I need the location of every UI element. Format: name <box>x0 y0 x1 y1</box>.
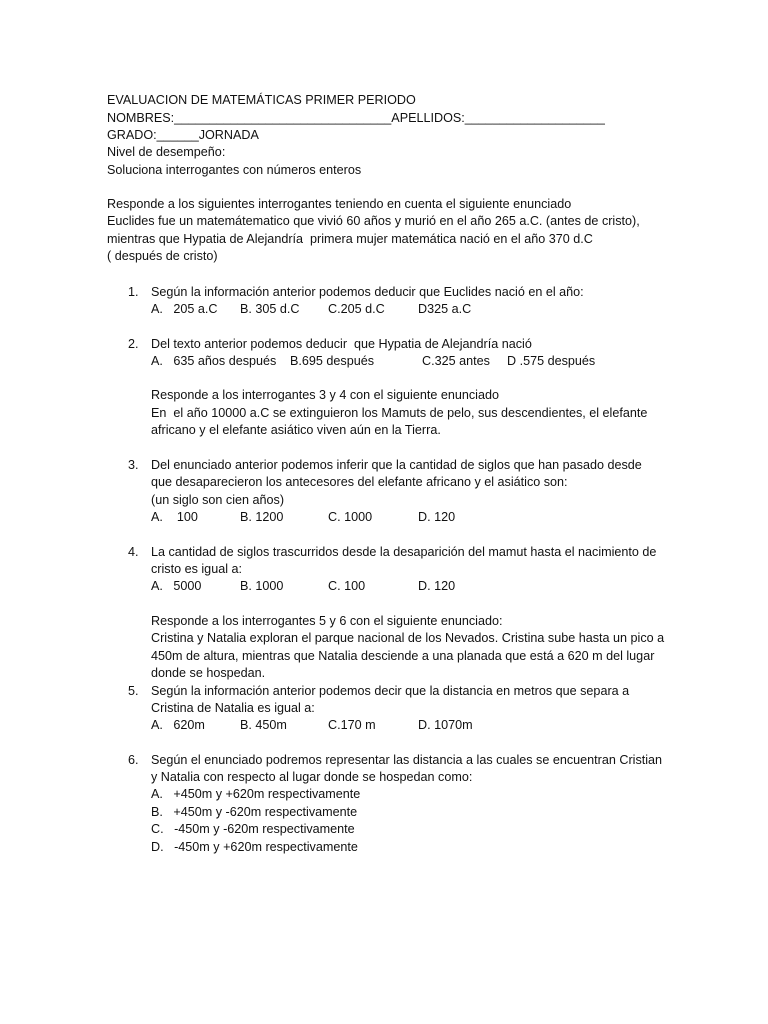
question-text: Según la información anterior podemos decir que la distancia en metros que separa a <box>151 684 630 698</box>
option-b: B. 305 d.C <box>240 302 300 316</box>
option-a: A. 620m <box>151 718 205 732</box>
question-text: que desaparecieron los antecesores del elefante africano y el asiático son: <box>151 475 568 489</box>
question-text: Cristina de Natalia es igual a: <box>151 701 315 715</box>
option-b: B. +450m y -620m respectivamente <box>151 805 358 819</box>
question-number: 1. <box>128 285 139 299</box>
intro-line-4: ( después de cristo) <box>107 249 218 263</box>
option-c: C. 1000 <box>328 510 373 524</box>
option-d: D325 a.C <box>418 302 472 316</box>
question-number: 3. <box>128 458 139 472</box>
question-text: (un siglo son cien años) <box>151 493 285 507</box>
exam-title: EVALUACION DE MATEMÁTICAS PRIMER PERIODO <box>107 93 416 107</box>
option-a: A. +450m y +620m respectivamente <box>151 787 361 801</box>
option-a: A. 100 <box>151 510 198 524</box>
question-text: La cantidad de siglos trascurridos desde la desaparición del mamut hasta el nacimiento de <box>151 545 657 559</box>
context-line: 450m de altura, mientras que Natalia desciende a una planada que está a 620 m del lugar <box>151 649 655 663</box>
context-heading: Responde a los interrogantes 5 y 6 con el siguiente enunciado: <box>151 614 503 628</box>
performance-level: Nivel de desempeño: <box>107 145 226 159</box>
question-text: Del enunciado anterior podemos inferir que la cantidad de siglos que han pasado desde <box>151 458 642 472</box>
option-b: B. 1000 <box>240 579 284 593</box>
context-line: En el año 10000 a.C se extinguieron los Mamuts de pelo, sus descendientes, el elefante <box>151 406 648 420</box>
question-number: 4. <box>128 545 139 559</box>
option-c: C.170 m <box>328 718 376 732</box>
question-text: Según la información anterior podemos deducir que Euclides nació en el año: <box>151 285 584 299</box>
option-d: D. 120 <box>418 510 456 524</box>
learning-goal: Soluciona interrogantes con números enteros <box>107 163 362 177</box>
option-d: D. 1070m <box>418 718 473 732</box>
option-c: C.205 d.C <box>328 302 385 316</box>
question-text: cristo es igual a: <box>151 562 242 576</box>
names-field: NOMBRES:_______________________________APELLIDOS:____________________ <box>107 111 605 125</box>
option-d: D .575 después <box>507 354 596 368</box>
context-line: africano y el elefante asiático viven aún en la Tierra. <box>151 423 441 437</box>
question-number: 2. <box>128 337 139 351</box>
option-b: B.695 después <box>290 354 375 368</box>
question-number: 6. <box>128 753 139 767</box>
option-c: C. -450m y -620m respectivamente <box>151 822 355 836</box>
question-number: 5. <box>128 684 139 698</box>
question-text: y Natalia con respecto al lugar donde se hospedan como: <box>151 770 473 784</box>
option-a: A. 205 a.C <box>151 302 218 316</box>
option-b: B. 450m <box>240 718 287 732</box>
option-b: B. 1200 <box>240 510 284 524</box>
grade-field: GRADO:______JORNADA <box>107 128 259 142</box>
context-heading: Responde a los interrogantes 3 y 4 con el siguiente enunciado <box>151 388 499 402</box>
intro-line-2: Euclides fue un matemátematico que vivió 60 años y murió en el año 265 a.C. (antes de cristo), <box>107 214 640 228</box>
option-a: A. 635 años después <box>151 354 277 368</box>
question-text: Según el enunciado podremos representar las distancia a las cuales se encuentran Cristian <box>151 753 663 767</box>
question-text: Del texto anterior podemos deducir que Hypatia de Alejandría nació <box>151 337 532 351</box>
intro-line-3: mientras que Hypatia de Alejandría primera mujer matemática nació en el año 370 d.C <box>107 232 593 246</box>
option-a: A. 5000 <box>151 579 202 593</box>
option-c: C.325 antes <box>422 354 490 368</box>
option-d: D. -450m y +620m respectivamente <box>151 840 358 854</box>
context-line: Cristina y Natalia exploran el parque nacional de los Nevados. Cristina sube hasta un pico a <box>151 631 665 645</box>
option-c: C. 100 <box>328 579 366 593</box>
context-line: donde se hospedan. <box>151 666 266 680</box>
option-d: D. 120 <box>418 579 456 593</box>
intro-line-1: Responde a los siguientes interrogantes teniendo en cuenta el siguiente enunciado <box>107 197 572 211</box>
